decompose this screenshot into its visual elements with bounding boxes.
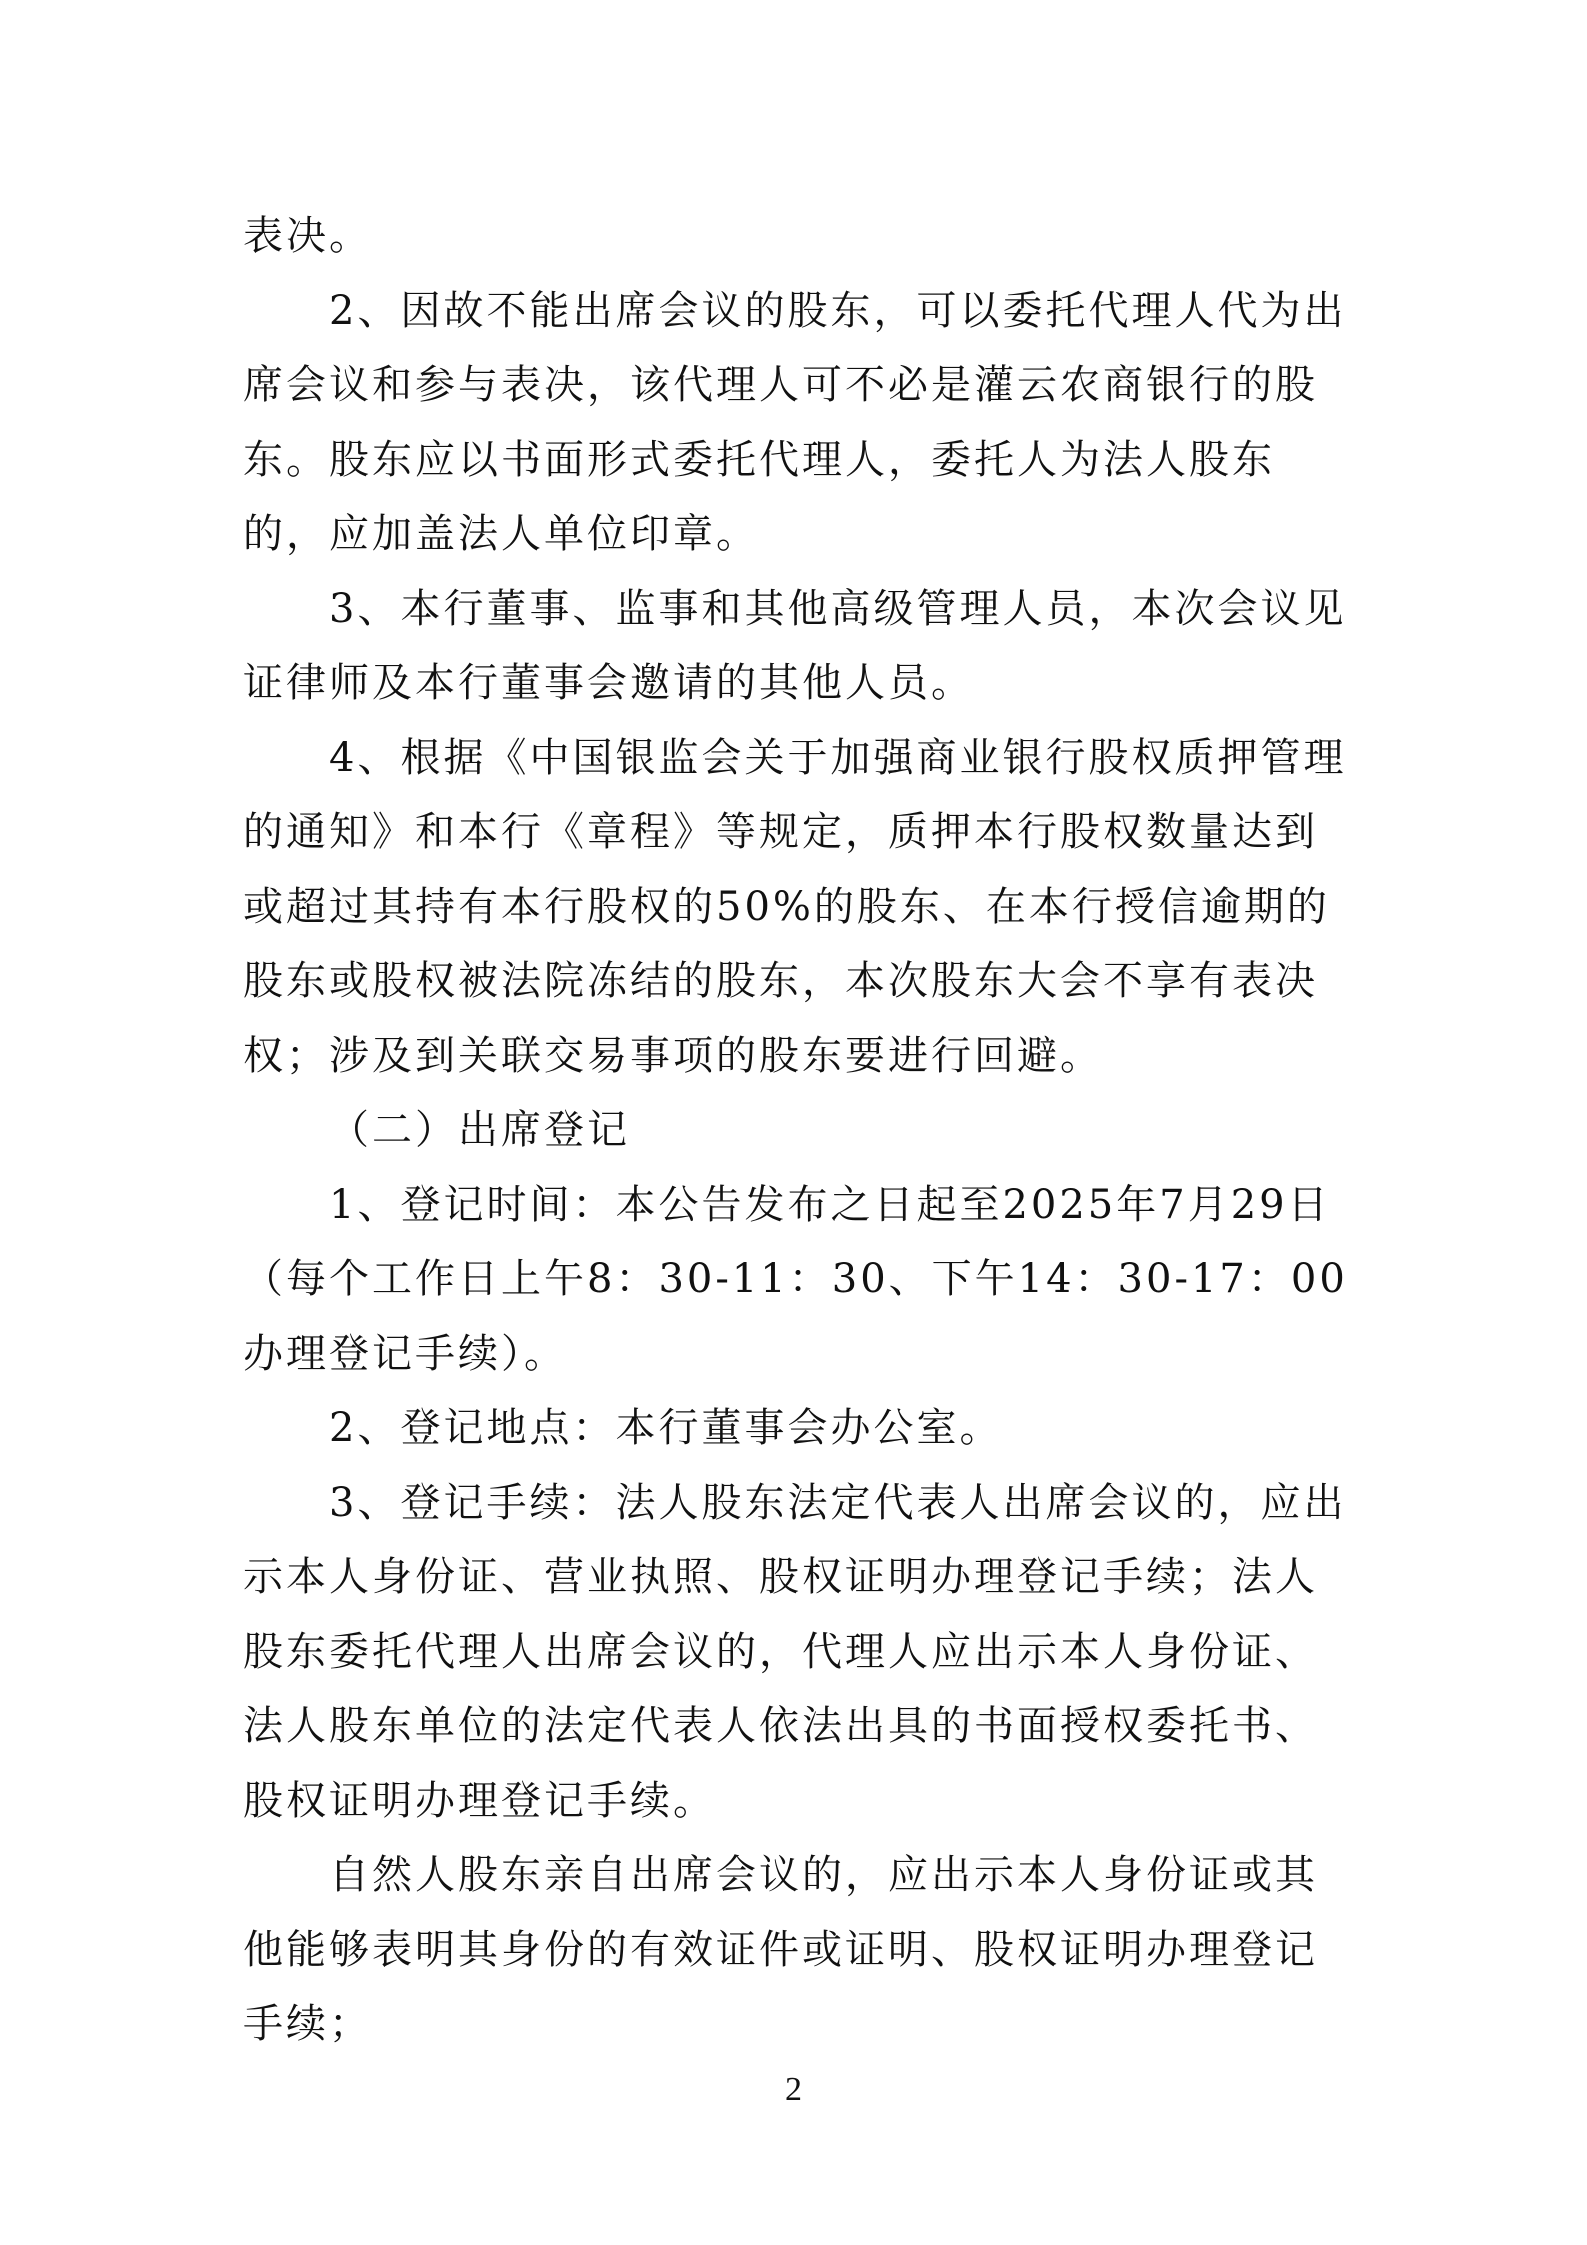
paragraph-registration-time: 1、登记时间：本公告发布之日起至2025年7月29日（每个工作日上午8：30-11：30、下午14：30-17：00办理登记手续）。 <box>243 1181 1348 1377</box>
paragraph-registration-procedures: 3、登记手续：法人股东法定代表人出席会议的，应出示本人身份证、营业执照、股权证明办理登记手续；法人股东委托代理人出席会议的，代理人应出示本人身份证、法人股东单位的法定代表人依法出具的书面授权委托书、股权证明办理登记手续。 <box>243 1479 1347 1824</box>
page-number: 2 <box>785 2071 802 2108</box>
paragraph-vote-continuation: 表决。 <box>243 213 372 259</box>
section-heading-registration: （二）出席登记 <box>329 1107 630 1153</box>
document-body <box>243 199 1353 2062</box>
paragraph-registration-location: 2、登记地点：本行董事会办公室。 <box>329 1405 1003 1451</box>
paragraph-natural-person-procedures: 自然人股东亲自出席会议的，应出示本人身份证或其他能够表明其身份的有效证件或证明、股权证明办理登记手续； <box>243 1852 1318 2047</box>
paragraph-proxy-attendance: 2、因故不能出席会议的股东，可以委托代理人代为出席会议和参与表决，该代理人可不必是灌云农商银行的股东。股东应以书面形式委托代理人，委托人为法人股东的，应加盖法人单位印章。 <box>243 287 1347 557</box>
paragraph-other-attendees: 3、本行董事、监事和其他高级管理人员，本次会议见证律师及本行董事会邀请的其他人员。 <box>243 585 1347 706</box>
paragraph-voting-restrictions: 4、根据《中国银监会关于加强商业银行股权质押管理的通知》和本行《章程》等规定，质押本行股权数量达到或超过其持有本行股权的50%的股东、在本行授信逾期的股东或股权被法院冻结的股东，本次股东大会不享有表决权；涉及到关联交易事项的股东要进行回避。 <box>243 734 1347 1079</box>
